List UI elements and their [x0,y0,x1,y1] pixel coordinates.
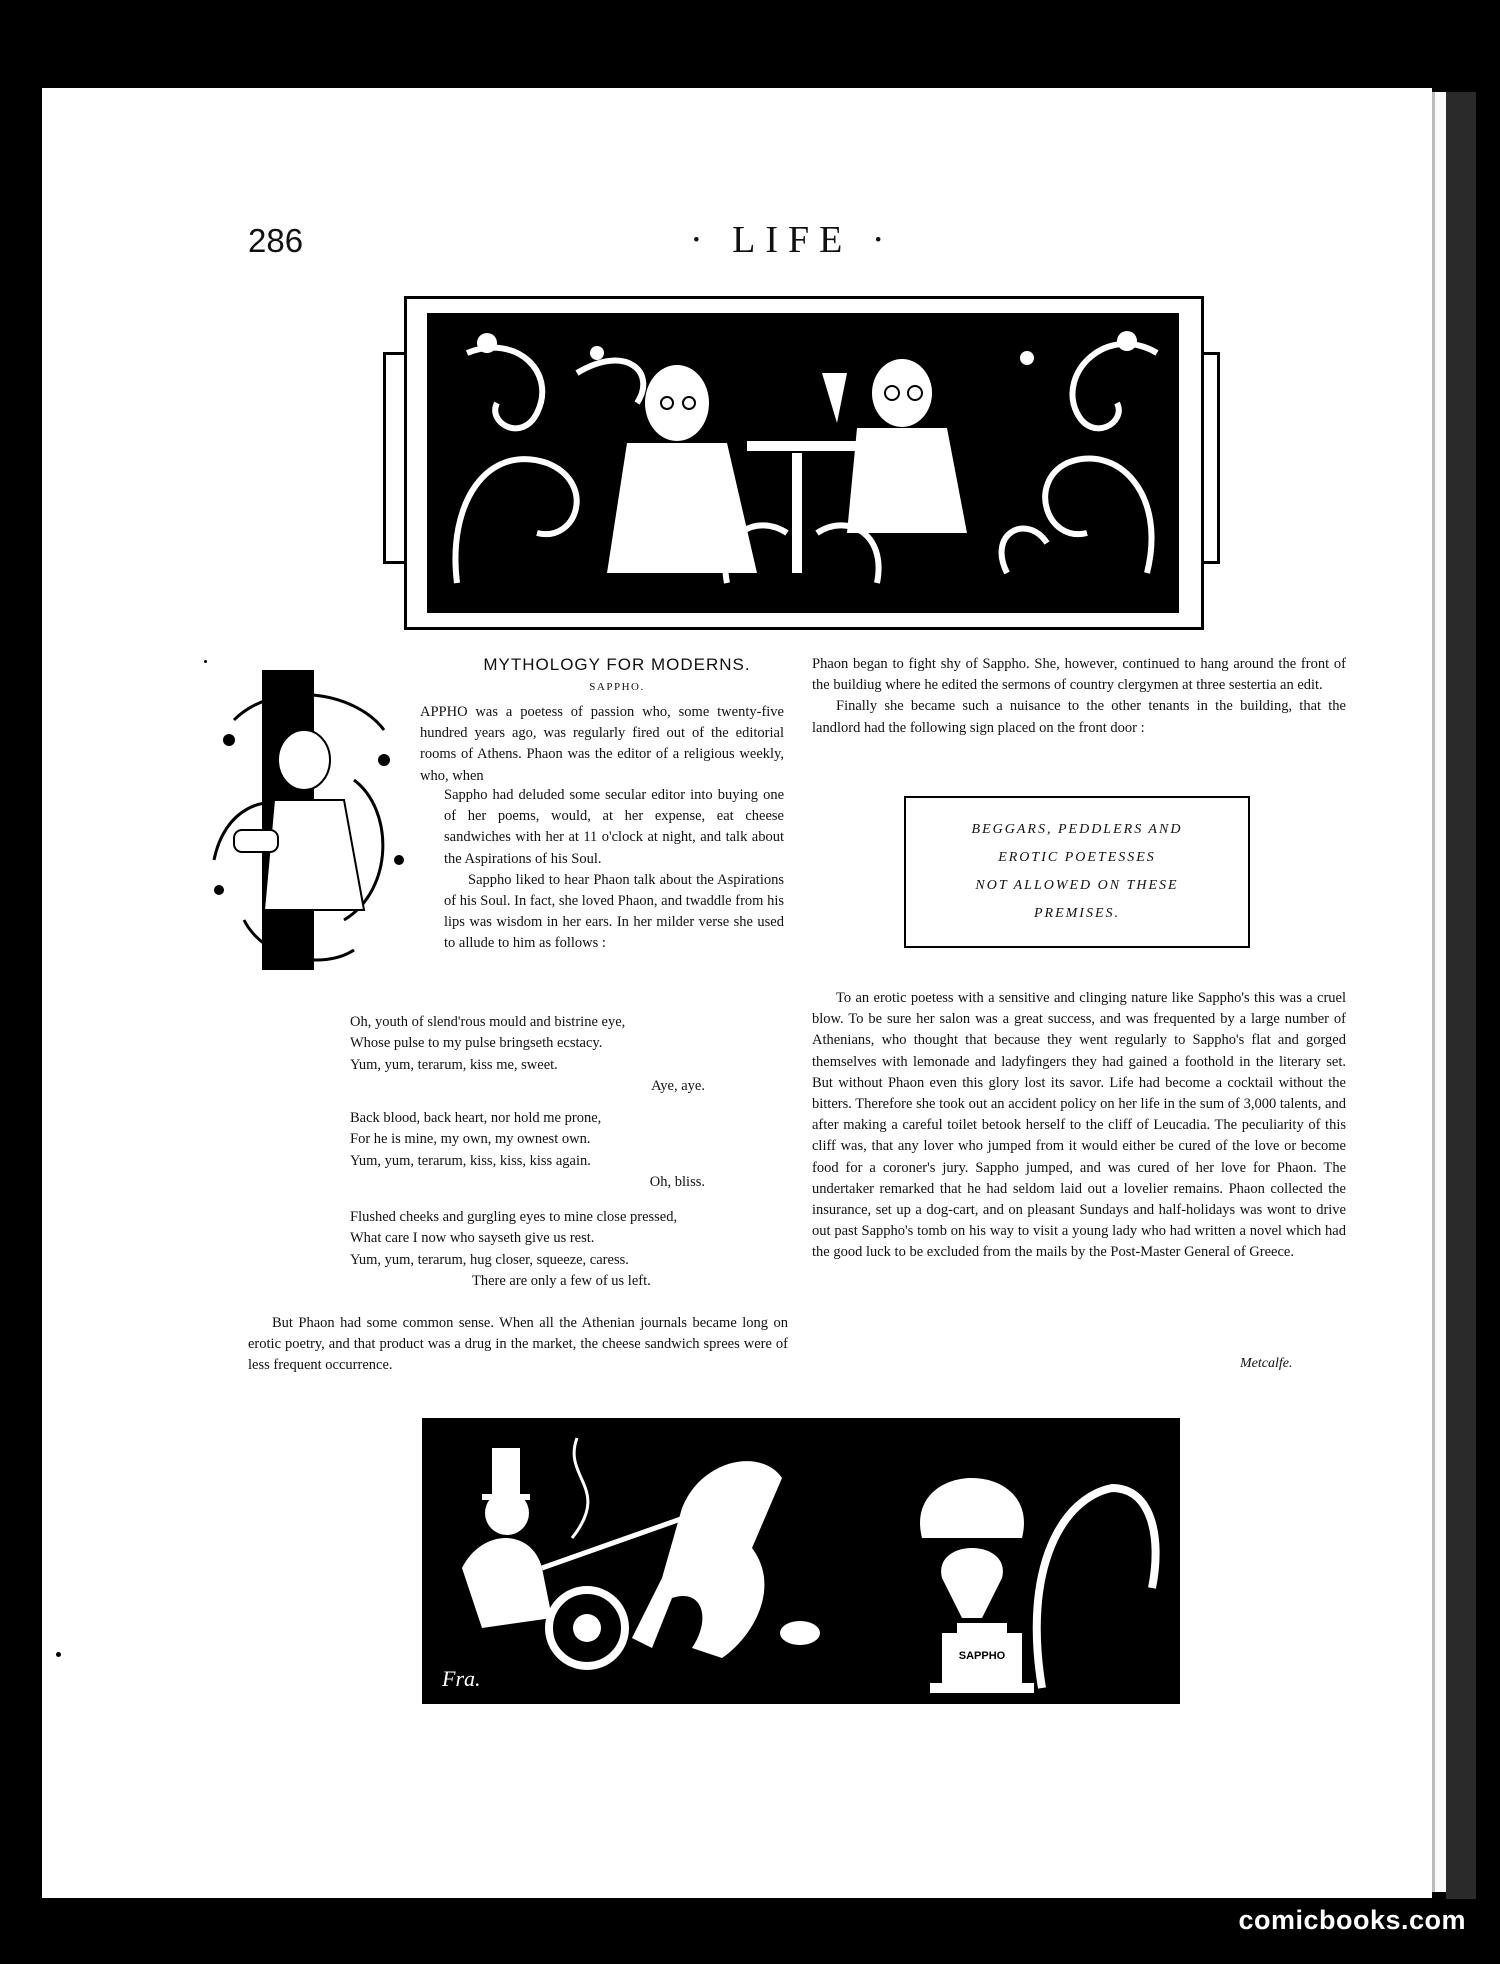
sign-line: NOT ALLOWED ON THESE [975,878,1179,893]
verse-refrain: There are only a few of us left. [472,1273,651,1290]
chariot-and-tomb-art [422,1418,1180,1704]
door-sign [904,796,1250,948]
verse-line: For he is mine, my own, my ownest own. [350,1131,591,1148]
paragraph-5: Finally she became such a nuisance to the other tenants in the building, that the landlord had the following sign placed on the front door : [812,698,1346,736]
paragraph-2: Sappho liked to hear Phaon talk about the Aspirations of his Soul. In fact, she loved Phaon, and twaddle from his lips was wisdom in her ears. In her milder verse she used to allude to him as follows : [444,871,784,952]
verse-line: What care I now who sayseth give us rest. [350,1230,595,1247]
scan-border [1446,92,1476,1922]
right-column-top [812,654,1346,739]
illustrator-signature-tail: Fra. [442,1666,481,1691]
paragraph-1-lead: APPHO was a poetess of passion who, some twenty-five hundred years ago, was regularly fired out of the editorial rooms of Athens. Phaon was the editor of a religious weekly, who, when [420,704,784,784]
drop-cap-s-art [204,660,422,978]
verse-line: Back blood, back heart, nor hold me prone, [350,1110,602,1126]
article-title: MYTHOLOGY FOR MODERNS. [483,655,751,674]
paragraph-3: But Phaon had some common sense. When all the Athenian journals became long on erotic poetry, and that product was a drug in the market, the cheese sandwich sprees were of less frequent occurrence. [248,1315,788,1374]
verse-refrain: Aye, aye. [651,1078,705,1095]
watermark: comicbooks.com [1228,1899,1476,1942]
drop-cap-illustration [204,660,422,978]
verse-line: Oh, youth of slend'rous mould and bistrine eye, [350,1014,626,1030]
paragraph-1-continued [444,785,784,955]
verse-stanza-2 [350,1108,750,1194]
verse-stanza-3 [350,1207,750,1293]
page-speck [204,660,207,663]
verse-stanza-1 [350,1012,750,1098]
pedestal-label: SAPPHO [958,1650,1006,1662]
verse-line: Yum, yum, terarum, kiss me, sweet. [350,1056,558,1073]
verse-line: Flushed cheeks and gurgling eyes to mine close pressed, [350,1209,678,1225]
verse-line: Yum, yum, terarum, hug closer, squeeze, caress. [350,1251,629,1268]
magazine-title: · LIFE · [690,219,895,261]
sign-line: EROTIC POETESSES [998,850,1156,865]
verse-refrain: Oh, bliss. [649,1174,705,1191]
header-illustration-panel [427,313,1179,613]
page-speck [56,1652,61,1657]
paragraph-4: Phaon began to fight shy of Sappho. She, however, continued to hang around the front of the buildiug where he edited the sermons of country clergymen at three sestertia an edit. [812,656,1346,694]
page-number: 286 [248,222,304,259]
frame-tab-left [383,352,405,564]
author-byline: Metcalfe. [1240,1356,1293,1371]
tail-illustration [422,1418,1180,1704]
illustrator-signature: F.G. Attwood [1047,601,1121,616]
article-subtitle: SAPPHO. [589,681,645,693]
header-illustration [404,296,1204,630]
paragraph-6: To an erotic poetess with a sensitive and clinging nature like Sappho's this was a cruel blow. To be sure her salon was a great success, and was frequented by a large number of Athenians, who thought that because they went regularly to Sappho's flat and gorged themselves with lemonade and ladyfingers they had gained a foothold in the literary set. But without Phaon even this glory lost its savor. Life had become a cocktail without the bitters. Therefore she took out an accident policy on her life in the sum of 3,000 talents, and after making a careful toilet betook herself to the cliff of Leucadia. The peculiarity of this cliff was, that any lover who jumped from it would either be cured of the love or become food for a coroner's jury. Sappho jumped, and was cured of her love for Phaon. The undertaker remarked that he had seldom laid out a lovelier remains. Phaon collected the insurance, set up a dog-cart, and on pleasant Sundays and half-holidays was wont to drive out past Sappho's tomb on his way to visit a young lady who had written a novel which had the good luck to be excluded from the mails by the Post-Master General of Greece. [812,990,1346,1261]
sign-line: BEGGARS, PEDDLERS AND [971,822,1183,837]
sign-line: PREMISES. [1033,906,1121,921]
scroll-ornament-art [427,313,1179,613]
paragraph-1-rest: Sappho had deluded some secular editor into buying one of her poems, would, at her expense, eat cheese sandwiches with her at 11 o'clock at night, and talk about the Aspirations of his Soul. [444,787,784,867]
verse-line: Whose pulse to my pulse bringseth ecstacy. [350,1035,603,1052]
verse-line: Yum, yum, terarum, kiss, kiss, kiss again. [350,1152,591,1169]
door-sign-text [906,798,1248,928]
